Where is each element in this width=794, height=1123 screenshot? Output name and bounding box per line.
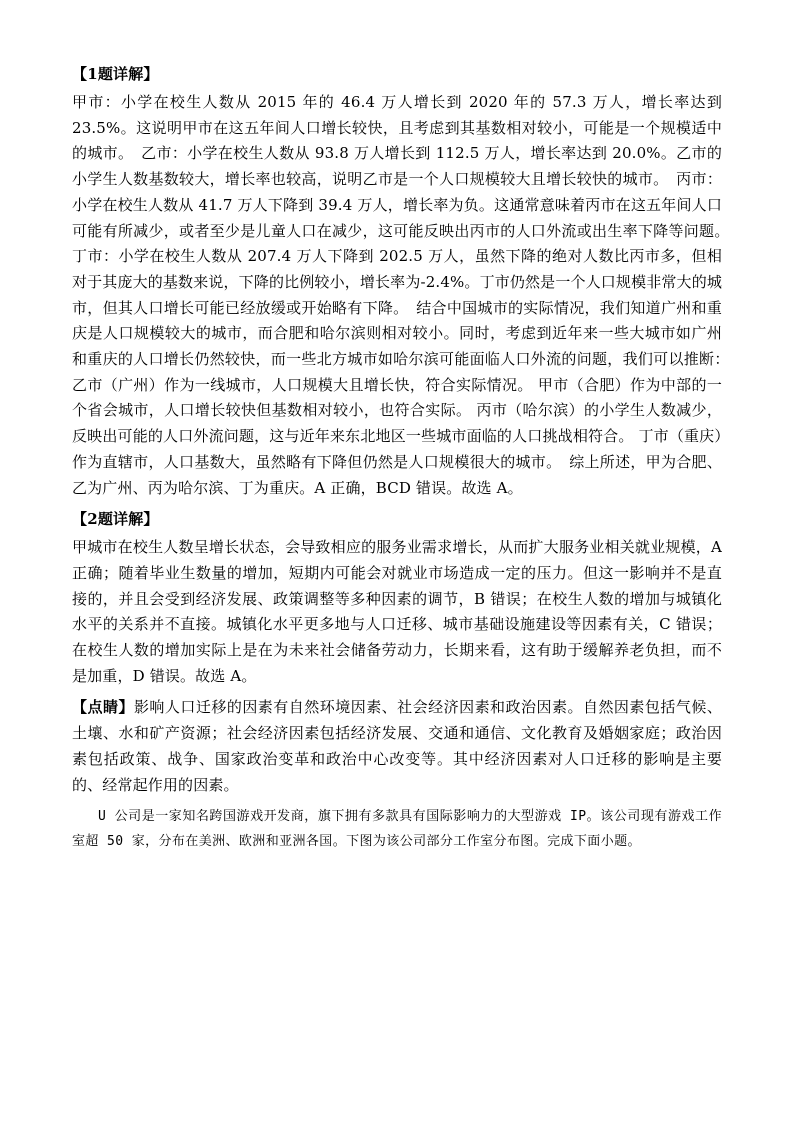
next-question-stem: U 公司是一家知名跨国游戏开发商，旗下拥有多款具有国际影响力的大型游戏 IP。该公司现有游戏工作室超 50 家，分布在美洲、欧洲和亚洲各国。下图为该公司部分工作室分布图。完成下面小题。	[72, 809, 722, 850]
key-point-label: 【点睛】	[72, 698, 134, 717]
q1-heading: 【1题详解】	[72, 65, 159, 83]
q2-explanation: 甲城市在校生人数呈增长状态，会导致相应的服务业需求增长，从而扩大服务业相关就业规模，A 正确；随着毕业生数量的增加，短期内可能会对就业市场造成一定的压力。但这一影响并不是直接的，并且会受到经济发展、政策调整等多种因素的调节，B 错误；在校生人数的增加与城镇化水平的关系并不直接。城镇化水平更多地与人口迁移、城市基础设施建设等因素有关，C 错误；在校生人数的增加实际上是在为未来社会储备劳动力，长期来看，这有助于缓解养老负担，而不是加重，D 错误。故选 A。	[72, 538, 722, 685]
key-point-note	[72, 695, 722, 798]
q1-explanation: 甲市：小学在校生人数从 2015 年的 46.4 万人增长到 2020 年的 57.3 万人，增长率达到 23.5%。这说明甲市在这五年间人口增长较快，且考虑到其基数相对较小，可能是一个规模适中的城市。 乙市：小学在校生人数从 93.8 万人增长到 112.5 万人，增长率达到 20.0%。乙市的小学生人数基数较大，增长率也较高，说明乙市是一个人口规模较大且增长较快的城市。 丙市：小学在校生人数从 41.7 万人下降到 39.4 万人，增长率为负。这通常意味着丙市在这五年间人口可能有所减少，或者至少是儿童人口在减少，这可能反映出丙市的人口外流或出生率下降等问题。 丁市：小学在校生人数从 207.4 万人下降到 202.5 万人，虽然下降的绝对人数比丙市多，但相对于其庞大的基数来说，下降的比例较小，增长率为-2.4%。丁市仍然是一个人口规模非常大的城市，但其人口增长可能已经放缓或开始略有下降。 结合中国城市的实际情况，我们知道广州和重庆是人口规模较大的城市，而合肥和哈尔滨则相对较小。同时，考虑到近年来一些大城市如广州和重庆的人口增长仍然较快，而一些北方城市如哈尔滨可能面临人口外流的问题，我们可以推断： 乙市（广州）作为一线城市，人口规模大且增长快，符合实际情况。 甲市（合肥）作为中部的一个省会城市，人口增长较快但基数相对较小，也符合实际。 丙市（哈尔滨）的小学生人数减少，反映出可能的人口外流问题，这与近年来东北地区一些城市面临的人口挑战相符合。 丁市（重庆）作为直辖市，人口基数大，虽然略有下降但仍然是人口规模很大的城市。 综上所述，甲为合肥、乙为广州、丙为哈尔滨、丁为重庆。A 正确，BCD 错误。故选 A。	[72, 93, 738, 497]
key-point-body: 影响人口迁移的因素有自然环境因素、社会经济因素和政治因素。自然因素包括气候、土壤、水和矿产资源；社会经济因素包括经济发展、交通和通信、文化教育及婚姻家庭；政治因素包括政策、战争、国家政治变革和政治中心改变等。其中经济因素对人口迁移的影响是主要的、经常起作用的因素。	[72, 698, 722, 794]
q2-heading: 【2题详解】	[72, 510, 159, 529]
document-content	[72, 62, 738, 854]
